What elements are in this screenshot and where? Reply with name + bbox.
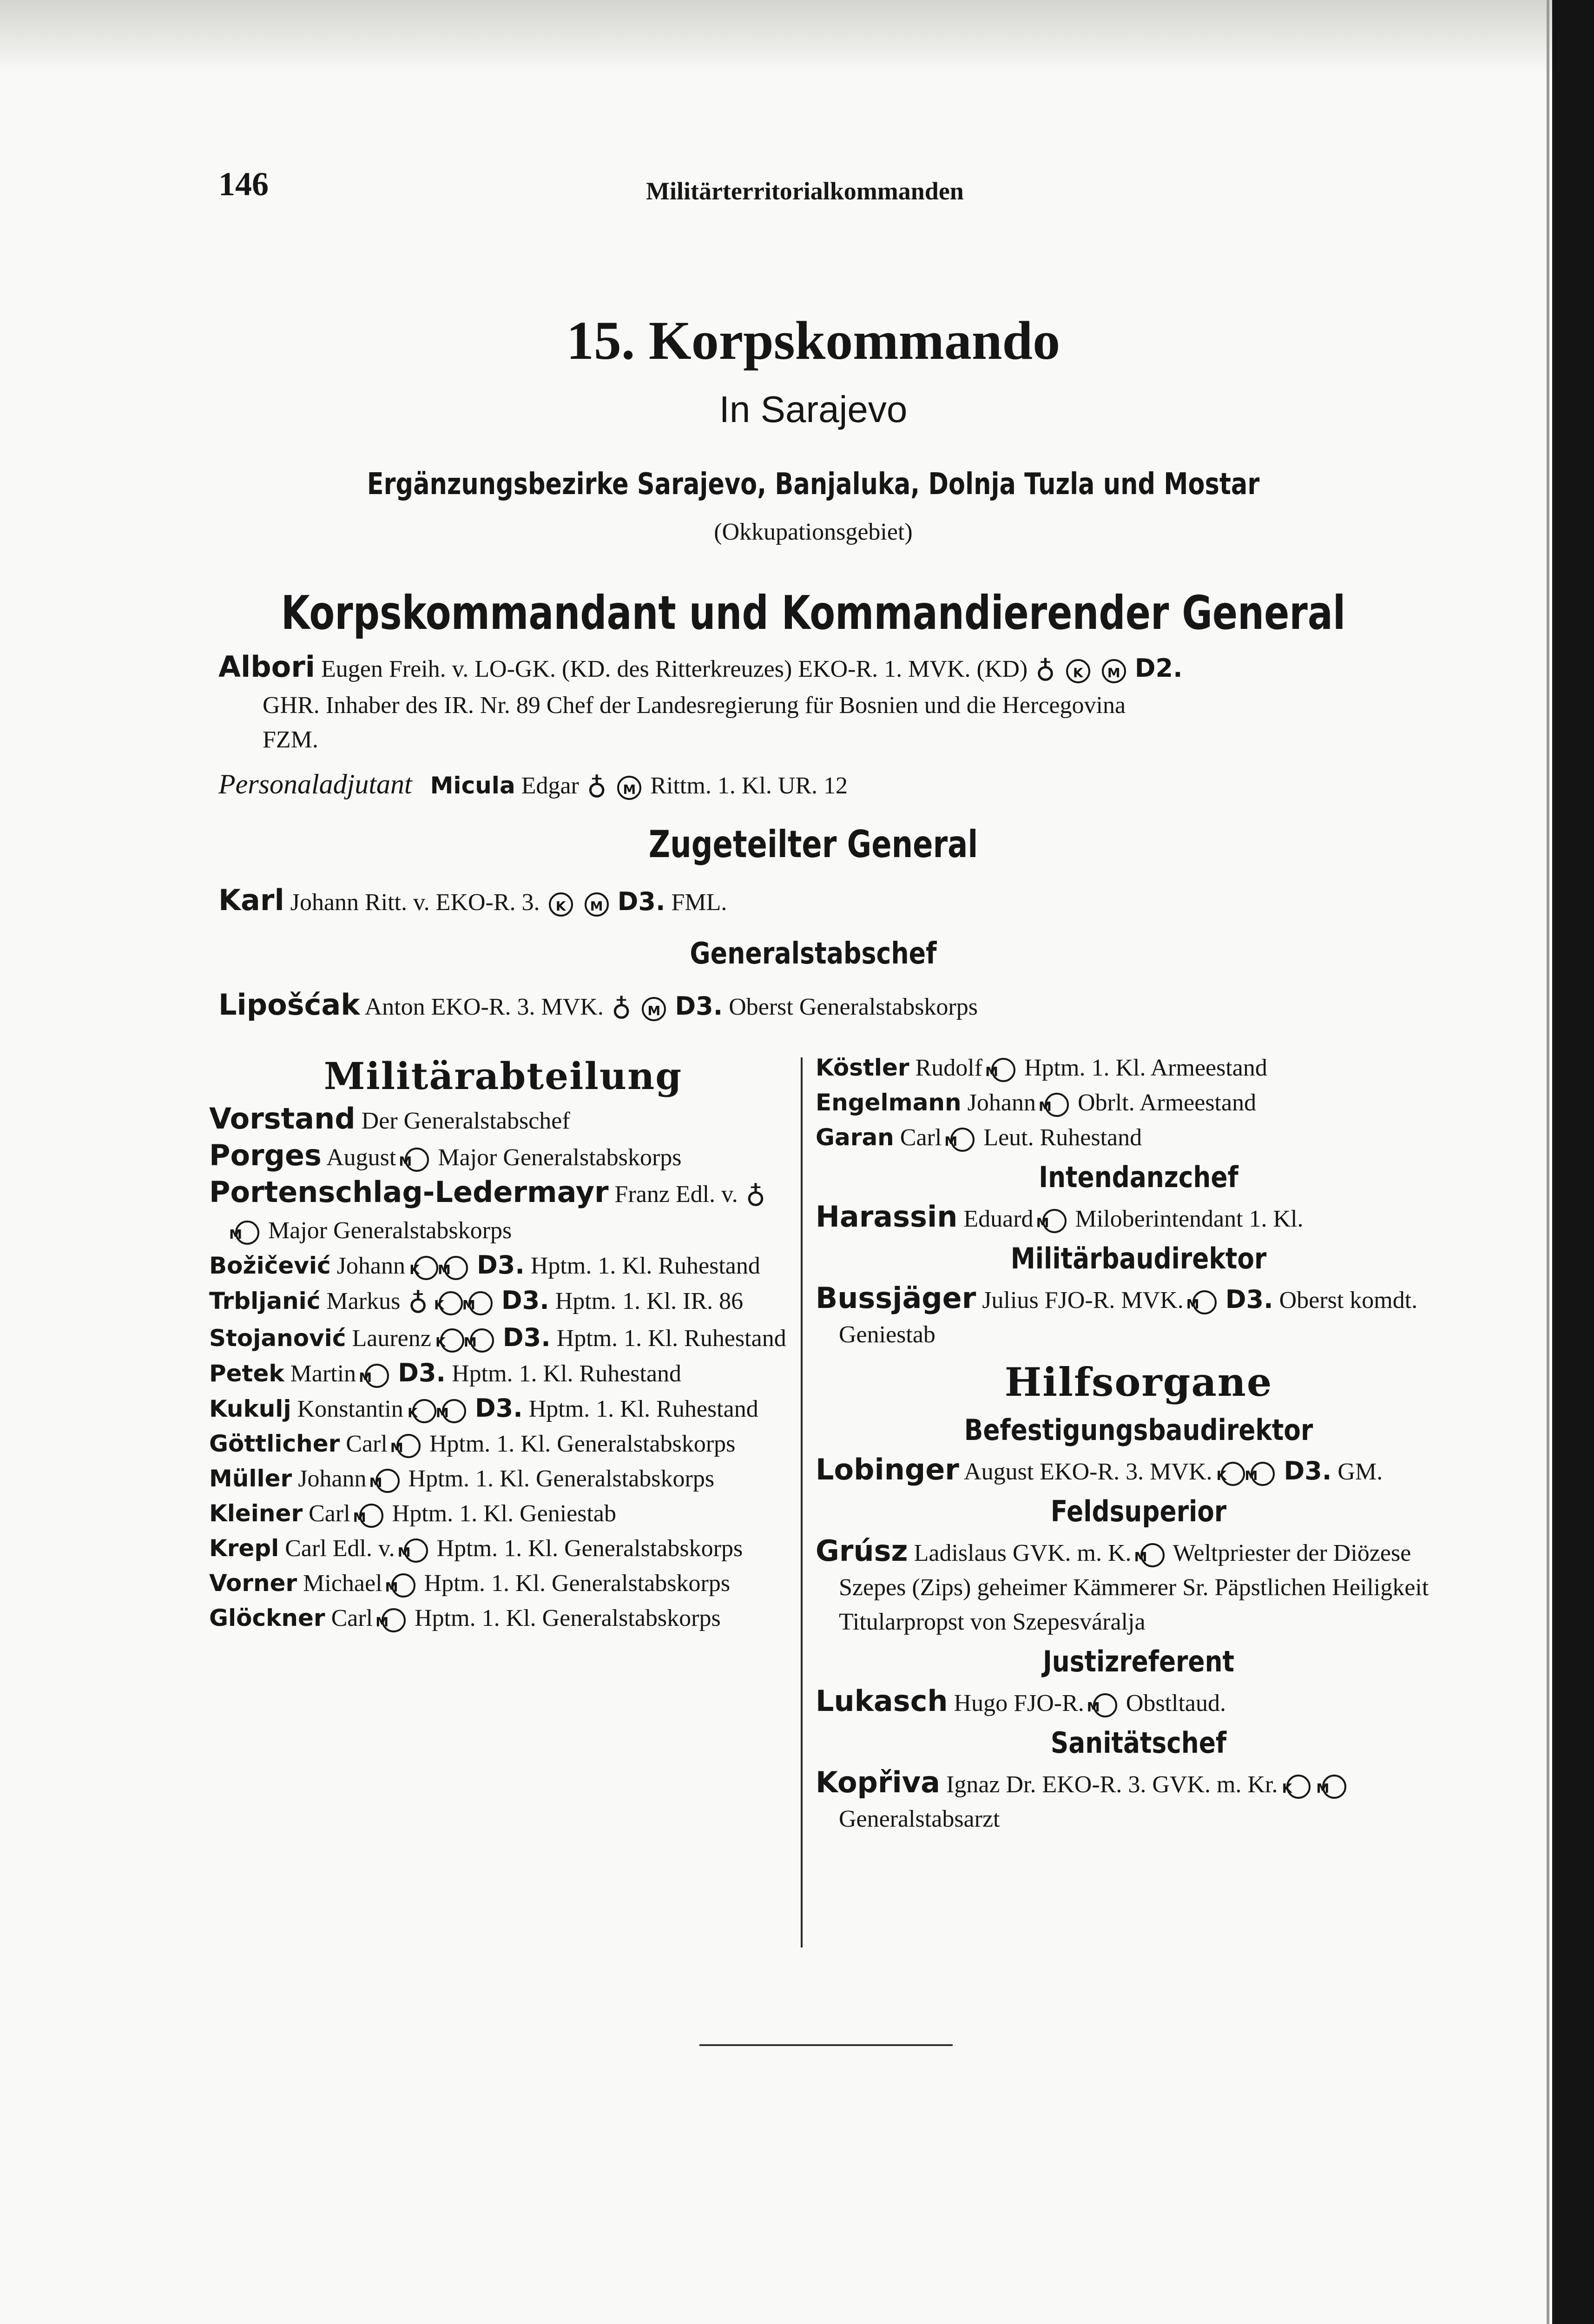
closing-rule: [699, 2044, 953, 2046]
m-mark-icon: M: [585, 892, 609, 917]
commander-entry: [218, 650, 1473, 757]
sanitaet-heading: Sanitätschef: [1050, 1726, 1227, 1760]
commander-line3: FZM.: [263, 726, 318, 753]
list-item: Kleiner Carl M Hptm. 1. Kl. Geniestab: [209, 1496, 797, 1531]
k-mark-icon: K: [440, 1328, 464, 1353]
decoration-icon: ♁: [611, 993, 632, 1025]
m-mark-icon: M: [442, 1399, 466, 1423]
list-item: Božičević Johann K M D3. Hptm. 1. Kl. Ruhestand: [209, 1250, 760, 1280]
m-mark-icon: M: [396, 1434, 421, 1458]
commander-line1: Eugen Freih. v. LO-GK. (KD. des Ritterkreuzes) EKO-R. 1. MVK. (KD): [321, 656, 1028, 682]
adjutant-label: Personaladjutant: [218, 769, 412, 799]
scan-border: [1552, 0, 1594, 2324]
left-column: [209, 1050, 797, 1636]
m-mark-icon: M: [1045, 1093, 1069, 1117]
m-mark-icon: M: [1102, 659, 1126, 683]
assigned-rank: FML.: [671, 889, 727, 916]
m-mark-icon: M: [1322, 1775, 1346, 1799]
assigned-d: D3.: [617, 887, 665, 916]
m-mark-icon: M: [391, 1573, 415, 1598]
m-mark-icon: M: [991, 1058, 1015, 1082]
baudirektor-heading: Militärbaudirektor: [1010, 1241, 1267, 1275]
k-mark-icon: K: [1066, 659, 1090, 683]
assigned-entry: [218, 883, 1473, 920]
k-mark-icon: K: [1221, 1462, 1245, 1486]
list-item: Köstler Rudolf M Hptm. 1. Kl. Armeestand: [816, 1050, 1462, 1085]
list-item: Portenschlag-Ledermayr Franz Edl. v. ♁ M Major Generalstabskorps: [209, 1175, 797, 1248]
m-mark-icon: M: [1251, 1462, 1275, 1486]
page-number: 146: [218, 165, 269, 203]
list-item: Harassin Eduard M Miloberintendant 1. Kl.: [816, 1200, 1304, 1234]
list-item: Grúsz Ladislaus GVK. m. K. M Weltpriester der Diözese Szepes (Zips) geheimer Kämmerer Sr. Päpstlichen Heiligkeit Titularpropst von Szepesváralja: [816, 1534, 1429, 1635]
assigned-text: Johann Ritt. v. EKO-R. 3.: [290, 889, 540, 916]
page-subtitle: In Sarajevo: [719, 389, 908, 430]
m-mark-icon: M: [470, 1328, 494, 1353]
list-item: Porges August M Major Generalstabskorps: [209, 1138, 682, 1172]
running-head: Militärterritorialkommanden: [646, 177, 964, 205]
list-item: Lukasch Hugo FJO-R. M Obstltaud.: [816, 1684, 1226, 1718]
list-item: Lobinger August EKO-R. 3. MVK. K M D3. GM.: [816, 1452, 1383, 1486]
commander-line2: GHR. Inhaber des IR. Nr. 89 Chef der Landesregierung für Bosnien und die Hercegovina: [263, 692, 1126, 719]
staff-d: D3.: [675, 991, 723, 1021]
list-item: Müller Johann M Hptm. 1. Kl. Generalstabskorps: [209, 1461, 797, 1496]
hilfsorgane-heading: Hilfsorgane: [1004, 1359, 1273, 1405]
m-mark-icon: M: [468, 1291, 493, 1315]
list-item: Glöckner Carl M Hptm. 1. Kl. Generalstabskorps: [209, 1601, 797, 1636]
m-mark-icon: M: [617, 776, 641, 800]
k-mark-icon: K: [414, 1256, 438, 1280]
feldsuperior-heading: Feldsuperior: [1050, 1494, 1227, 1528]
commander-heading: Korpskommandant und Kommandierender General: [281, 586, 1346, 640]
page-title: 15. Korpskommando: [566, 310, 1060, 371]
m-mark-icon: M: [404, 1538, 428, 1563]
commander-d: D2.: [1134, 654, 1183, 683]
k-mark-icon: K: [412, 1399, 436, 1423]
column-divider: [801, 1057, 803, 1948]
m-mark-icon: M: [359, 1504, 383, 1528]
k-mark-icon: K: [1286, 1775, 1311, 1799]
m-mark-icon: M: [375, 1469, 400, 1493]
list-item: Kukulj Konstantin K M D3. Hptm. 1. Kl. Ruhestand: [209, 1393, 758, 1423]
list-item: Krepl Carl Edl. v. M Hptm. 1. Kl. Generalstabskorps: [209, 1531, 797, 1566]
staff-rank: Oberst Generalstabskorps: [729, 994, 978, 1020]
m-mark-icon: M: [444, 1256, 468, 1280]
list-item: Stojanović Laurenz K M D3. Hptm. 1. Kl. Ruhestand: [209, 1323, 786, 1353]
adjutant-name: Micula: [430, 772, 515, 799]
list-item: Petek Martin M D3. Hptm. 1. Kl. Ruhestand: [209, 1358, 682, 1388]
decoration-icon: ♁: [586, 772, 607, 804]
list-item: Garan Carl M Leut. Ruhestand: [816, 1120, 1462, 1155]
staff-name: Lipošćak: [218, 988, 360, 1022]
assigned-name: Karl: [218, 883, 284, 917]
m-mark-icon: M: [1042, 1209, 1067, 1233]
page-edge-line: [1547, 0, 1549, 2324]
m-mark-icon: M: [1192, 1290, 1217, 1314]
adjutant-entry: [218, 767, 1473, 805]
staff-heading: Generalstabschef: [690, 937, 937, 971]
commander-name: Albori: [218, 650, 316, 684]
districts-line: Ergänzungsbezirke Sarajevo, Banjaluka, Dolnja Tuzla und Mostar: [367, 467, 1260, 502]
m-mark-icon: M: [1093, 1693, 1117, 1717]
m-mark-icon: M: [382, 1608, 406, 1632]
adjutant-first: Edgar: [521, 772, 579, 799]
list-item: Göttlicher Carl M Hptm. 1. Kl. Generalstabskorps: [209, 1426, 797, 1461]
decoration-icon: ♁: [408, 1287, 428, 1320]
staff-text: Anton EKO-R. 3. MVK.: [364, 994, 604, 1020]
list-item: Kopřiva Ignaz Dr. EKO-R. 3. GVK. m. Kr. K M Generalstabsarzt: [816, 1765, 1462, 1836]
m-mark-icon: M: [950, 1128, 975, 1152]
assigned-heading: Zugeteilter General: [648, 823, 978, 866]
m-mark-icon: M: [1140, 1543, 1165, 1567]
list-item: Engelmann Johann M Obrlt. Armeestand: [816, 1085, 1462, 1120]
list-item: Vorner Michael M Hptm. 1. Kl. Generalstabskorps: [209, 1566, 797, 1601]
staff-entry: [218, 988, 1473, 1026]
list-item: Trbljanić Markus ♁ K M D3. Hptm. 1. Kl. IR. 86: [209, 1286, 744, 1320]
justiz-heading: Justizreferent: [1042, 1644, 1235, 1678]
befestigung-heading: Befestigungsbaudirektor: [964, 1413, 1313, 1447]
list-item: Vorstand Der Generalstabschef: [209, 1102, 570, 1136]
adjutant-rest: Rittm. 1. Kl. UR. 12: [650, 772, 848, 799]
decoration-icon: ♁: [745, 1181, 766, 1213]
m-mark-icon: M: [365, 1364, 389, 1388]
m-mark-icon: M: [235, 1221, 259, 1245]
list-item: Bussjäger Julius FJO-R. MVK. M D3. Oberst komdt. Geniestab: [816, 1281, 1418, 1348]
m-mark-icon: M: [405, 1148, 429, 1172]
m-mark-icon: M: [642, 997, 666, 1021]
k-mark-icon: K: [549, 892, 573, 917]
k-mark-icon: K: [439, 1291, 463, 1315]
intendant-heading: Intendanzchef: [1039, 1160, 1238, 1194]
right-column: [816, 1050, 1462, 1836]
militaerabteilung-heading: Militärabteilung: [323, 1054, 683, 1098]
decoration-icon: ♁: [1035, 655, 1055, 687]
districts-note: (Okkupationsgebiet): [714, 519, 913, 545]
